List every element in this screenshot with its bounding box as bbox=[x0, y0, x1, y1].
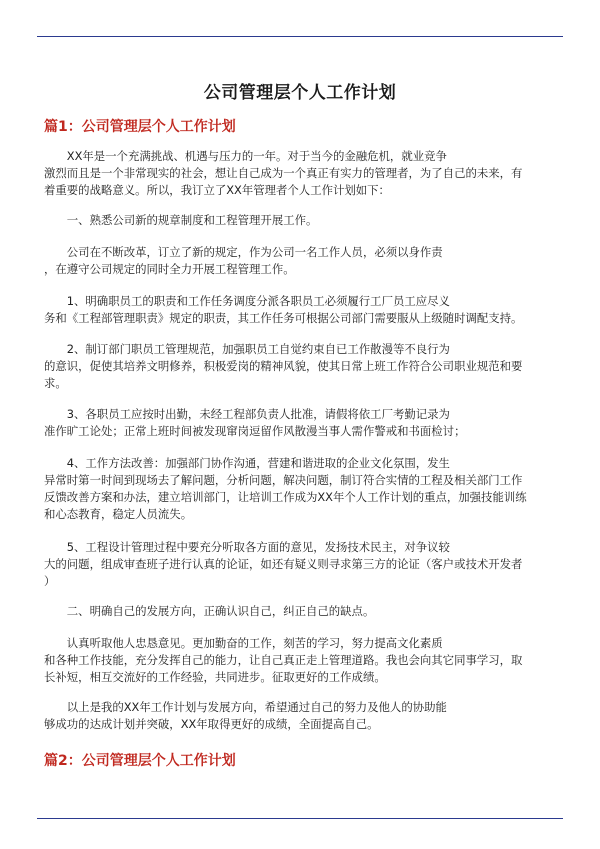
text-line: 异常时第一时间到现场去了解问题，分析问题，解决问题，制订符合实情的工程及相关部门工作 bbox=[44, 473, 523, 487]
bottom-rule bbox=[37, 818, 563, 819]
text-line: 2、制订部门职员工管理规范，加强职员工自觉约束自已工作散漫等不良行为 bbox=[44, 342, 450, 356]
paragraph-conclusion bbox=[44, 699, 564, 733]
text-line: 和心态教育，稳定人员流失。 bbox=[44, 507, 193, 521]
text-line: 公司在不断改革，订立了新的规定，作为公司一名工作人员，必须以身作责 bbox=[44, 245, 443, 259]
paragraph-item-3 bbox=[44, 406, 564, 440]
paragraph-point-one bbox=[44, 212, 564, 229]
text-line: 求。 bbox=[44, 376, 67, 390]
text-line: 着重要的战略意义。所以，我订立了XX年管理者个人工作计划如下： bbox=[44, 183, 390, 197]
text-line: 长补短，相互交流好的工作经验，共同进步。征取更好的工作成绩。 bbox=[44, 670, 386, 684]
text-line: 1、明确职员工的职责和工作任务调度分派各职员工必须履行工厂员工应尽义 bbox=[44, 294, 450, 308]
text-line: 反馈改善方案和办法，建立培训部门，让培训工作成为XX年个人工作计划的重点，加强技能训练 bbox=[44, 490, 527, 504]
paragraph-item-5 bbox=[44, 539, 564, 590]
text-line: 的意识，促使其培养文明修养，积极爱岗的精神风貌，使其日常上班工作符合公司职业规范和要 bbox=[44, 359, 523, 373]
text-line: 激烈而且是一个非常现实的社会，想让自己成为一个真正有实力的管理者，为了自己的未来，有 bbox=[44, 166, 523, 180]
section-heading-1: 篇1：公司管理层个人工作计划 bbox=[44, 119, 236, 135]
paragraph-company-reform bbox=[44, 244, 564, 278]
paragraph-item-4 bbox=[44, 455, 564, 523]
text-line: 准作旷工论处；正常上班时间被发现窜岗逗留作风散漫当事人需作警戒和书面检讨； bbox=[44, 424, 466, 438]
paragraph-self-improvement bbox=[44, 635, 564, 686]
text-line: 务和《工程部管理职责》规定的职责，其工作任务可根据公司部门需要服从上级随时调配支持。 bbox=[44, 311, 523, 325]
paragraph-item-1 bbox=[44, 293, 564, 327]
text-line: 5、工程设计管理过程中要充分听取各方面的意见，发扬技术民主，对争议较 bbox=[44, 540, 450, 554]
paragraph-item-2 bbox=[44, 341, 564, 392]
text-line: ） bbox=[44, 574, 56, 588]
text-line: 3、各职员工应按时出勤，未经工程部负责人批准，请假将依工厂考勤记录为 bbox=[44, 407, 450, 421]
text-line: 和各种工作技能，充分发挥自己的能力，让自己真正走上管理道路。我也会向其它同事学习，取 bbox=[44, 653, 523, 667]
top-rule bbox=[37, 36, 563, 37]
text-line: 认真听取他人忠恳意见。更加勤奋的工作，刻苦的学习，努力提高文化素质 bbox=[44, 636, 443, 650]
text-line: 够成功的达成计划并突破，XX年取得更好的成绩，全面提高自己。 bbox=[44, 717, 379, 731]
paragraph-point-two bbox=[44, 603, 564, 620]
text-line: 以上是我的XX年工作计划与发展方向，希望通过自己的努力及他人的协助能 bbox=[44, 700, 447, 714]
page-title: 公司管理层个人工作计划 bbox=[203, 83, 397, 103]
text-line: 一、熟悉公司新的规章制度和工程管理开展工作。 bbox=[44, 213, 318, 227]
text-line: 4、工作方法改善：加强部门协作沟通，营建和谐进取的企业文化氛围，发生 bbox=[44, 456, 450, 470]
section-heading-2: 篇2：公司管理层个人工作计划 bbox=[44, 753, 236, 769]
text-line: 大的问题，组成审查班子进行认真的论证，如还有疑义则寻求第三方的论证（客户或技术开发者 bbox=[44, 557, 523, 571]
text-line: ，在遵守公司规定的同时全力开展工程管理工作。 bbox=[44, 262, 295, 276]
text-line: XX年是一个充满挑战、机遇与压力的一年。对于当今的金融危机，就业竞争 bbox=[44, 149, 447, 163]
text-line: 二、明确自己的发展方向，正确认识自己，纠正自己的缺点。 bbox=[44, 604, 375, 618]
paragraph-intro bbox=[44, 148, 564, 199]
